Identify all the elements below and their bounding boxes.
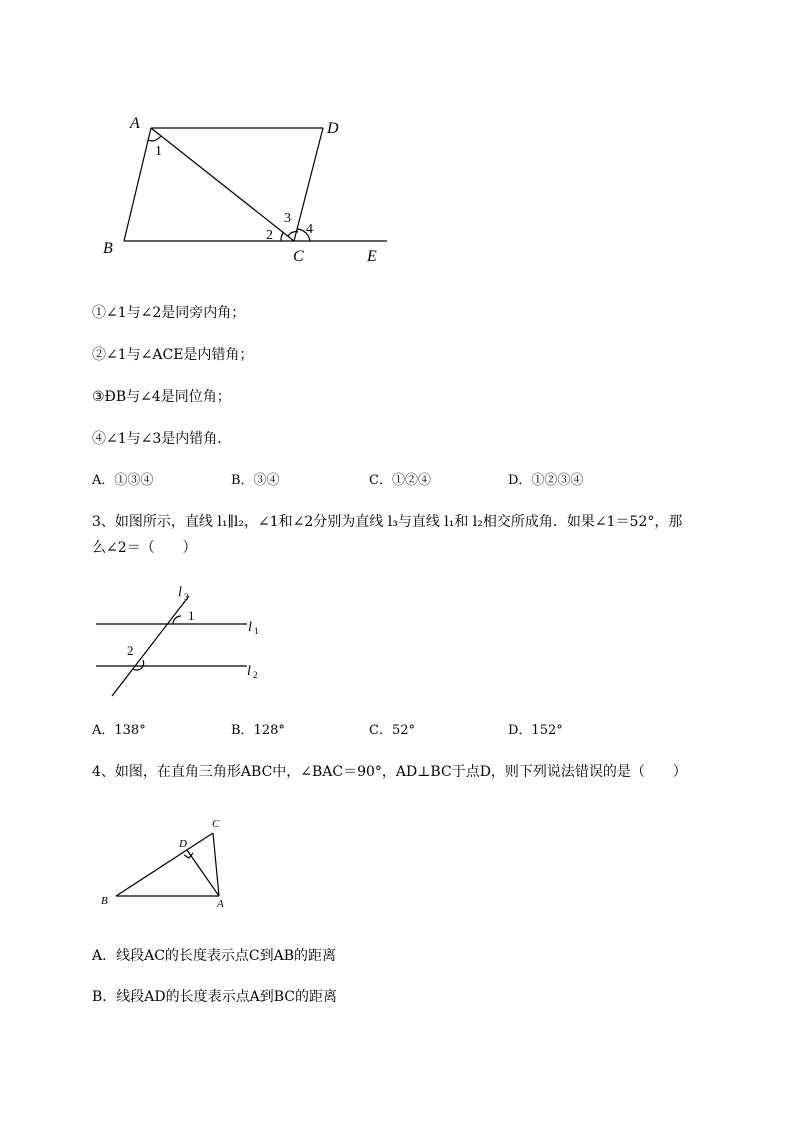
q3-option-c[interactable]: C．52° — [369, 723, 415, 738]
label-D: D — [327, 120, 339, 137]
label-B-q4: B — [101, 895, 108, 907]
angle-1-label-q3: 1 — [188, 608, 195, 623]
label-B: B — [103, 240, 113, 257]
q2-option-a[interactable]: A．①③④ — [92, 473, 154, 488]
q2-option-b[interactable]: B．③④ — [231, 473, 280, 488]
label-l2: l — [247, 664, 251, 679]
figure-parallel-lines — [90, 578, 270, 703]
q3-option-d[interactable]: D．152° — [508, 723, 563, 738]
angle-1-label: 1 — [155, 144, 162, 159]
angle-2-label: 2 — [266, 228, 273, 243]
angle-2-label-q3: 2 — [127, 643, 134, 658]
label-l1: l — [248, 620, 252, 635]
q2-option-c[interactable]: C．①②④ — [369, 473, 431, 488]
label-A: A — [130, 115, 140, 132]
figure-right-triangle — [95, 812, 235, 912]
angle-3-label: 3 — [284, 211, 291, 226]
label-E: E — [367, 248, 377, 265]
q4-option-b[interactable]: B．线段AD的长度表示点A到BC的距离 — [92, 989, 337, 1005]
angle-4-label: 4 — [306, 222, 313, 237]
label-l1-sub: 1 — [254, 626, 259, 636]
label-l2-sub: 2 — [253, 670, 258, 680]
q4-stem: 4、如图，在直角三角形ABC中，∠BAC＝90°，AD⊥BC于点D，则下列说法错误的是（ ） — [92, 764, 687, 780]
q4-option-a[interactable]: A．线段AC的长度表示点C到AB的距离 — [92, 948, 337, 964]
q2-options — [92, 471, 612, 491]
q2-option-d[interactable]: D．①②③④ — [508, 473, 584, 488]
label-C-q4: C — [212, 818, 220, 830]
statement-1: ①∠1与∠2是同旁内角； — [92, 305, 246, 321]
label-l3: l — [178, 585, 182, 600]
q3-stem-line1: 3、如图所示，直线 l₁∥l₂，∠1和∠2分别为直线 l₃与直线 l₁和 l₂相交所成角．如果∠1＝52°，那 — [92, 514, 683, 530]
label-D-q4: D — [179, 838, 187, 850]
label-A-q4: A — [217, 898, 224, 910]
q3-options — [92, 721, 612, 741]
label-l3-sub: 3 — [184, 592, 189, 602]
statement-4: ④∠1与∠3是内错角． — [92, 431, 232, 447]
q3-option-b[interactable]: B．128° — [231, 723, 285, 738]
q3-option-a[interactable]: A．138° — [92, 723, 146, 738]
figure-parallelogram — [95, 110, 395, 270]
statement-2: ②∠1与∠ACE是内错角； — [92, 347, 254, 363]
statement-3: ③ÐB与∠4是同位角； — [92, 389, 231, 405]
q3-stem-line2: 么∠2＝（ ） — [92, 540, 197, 556]
label-C: C — [293, 248, 304, 265]
